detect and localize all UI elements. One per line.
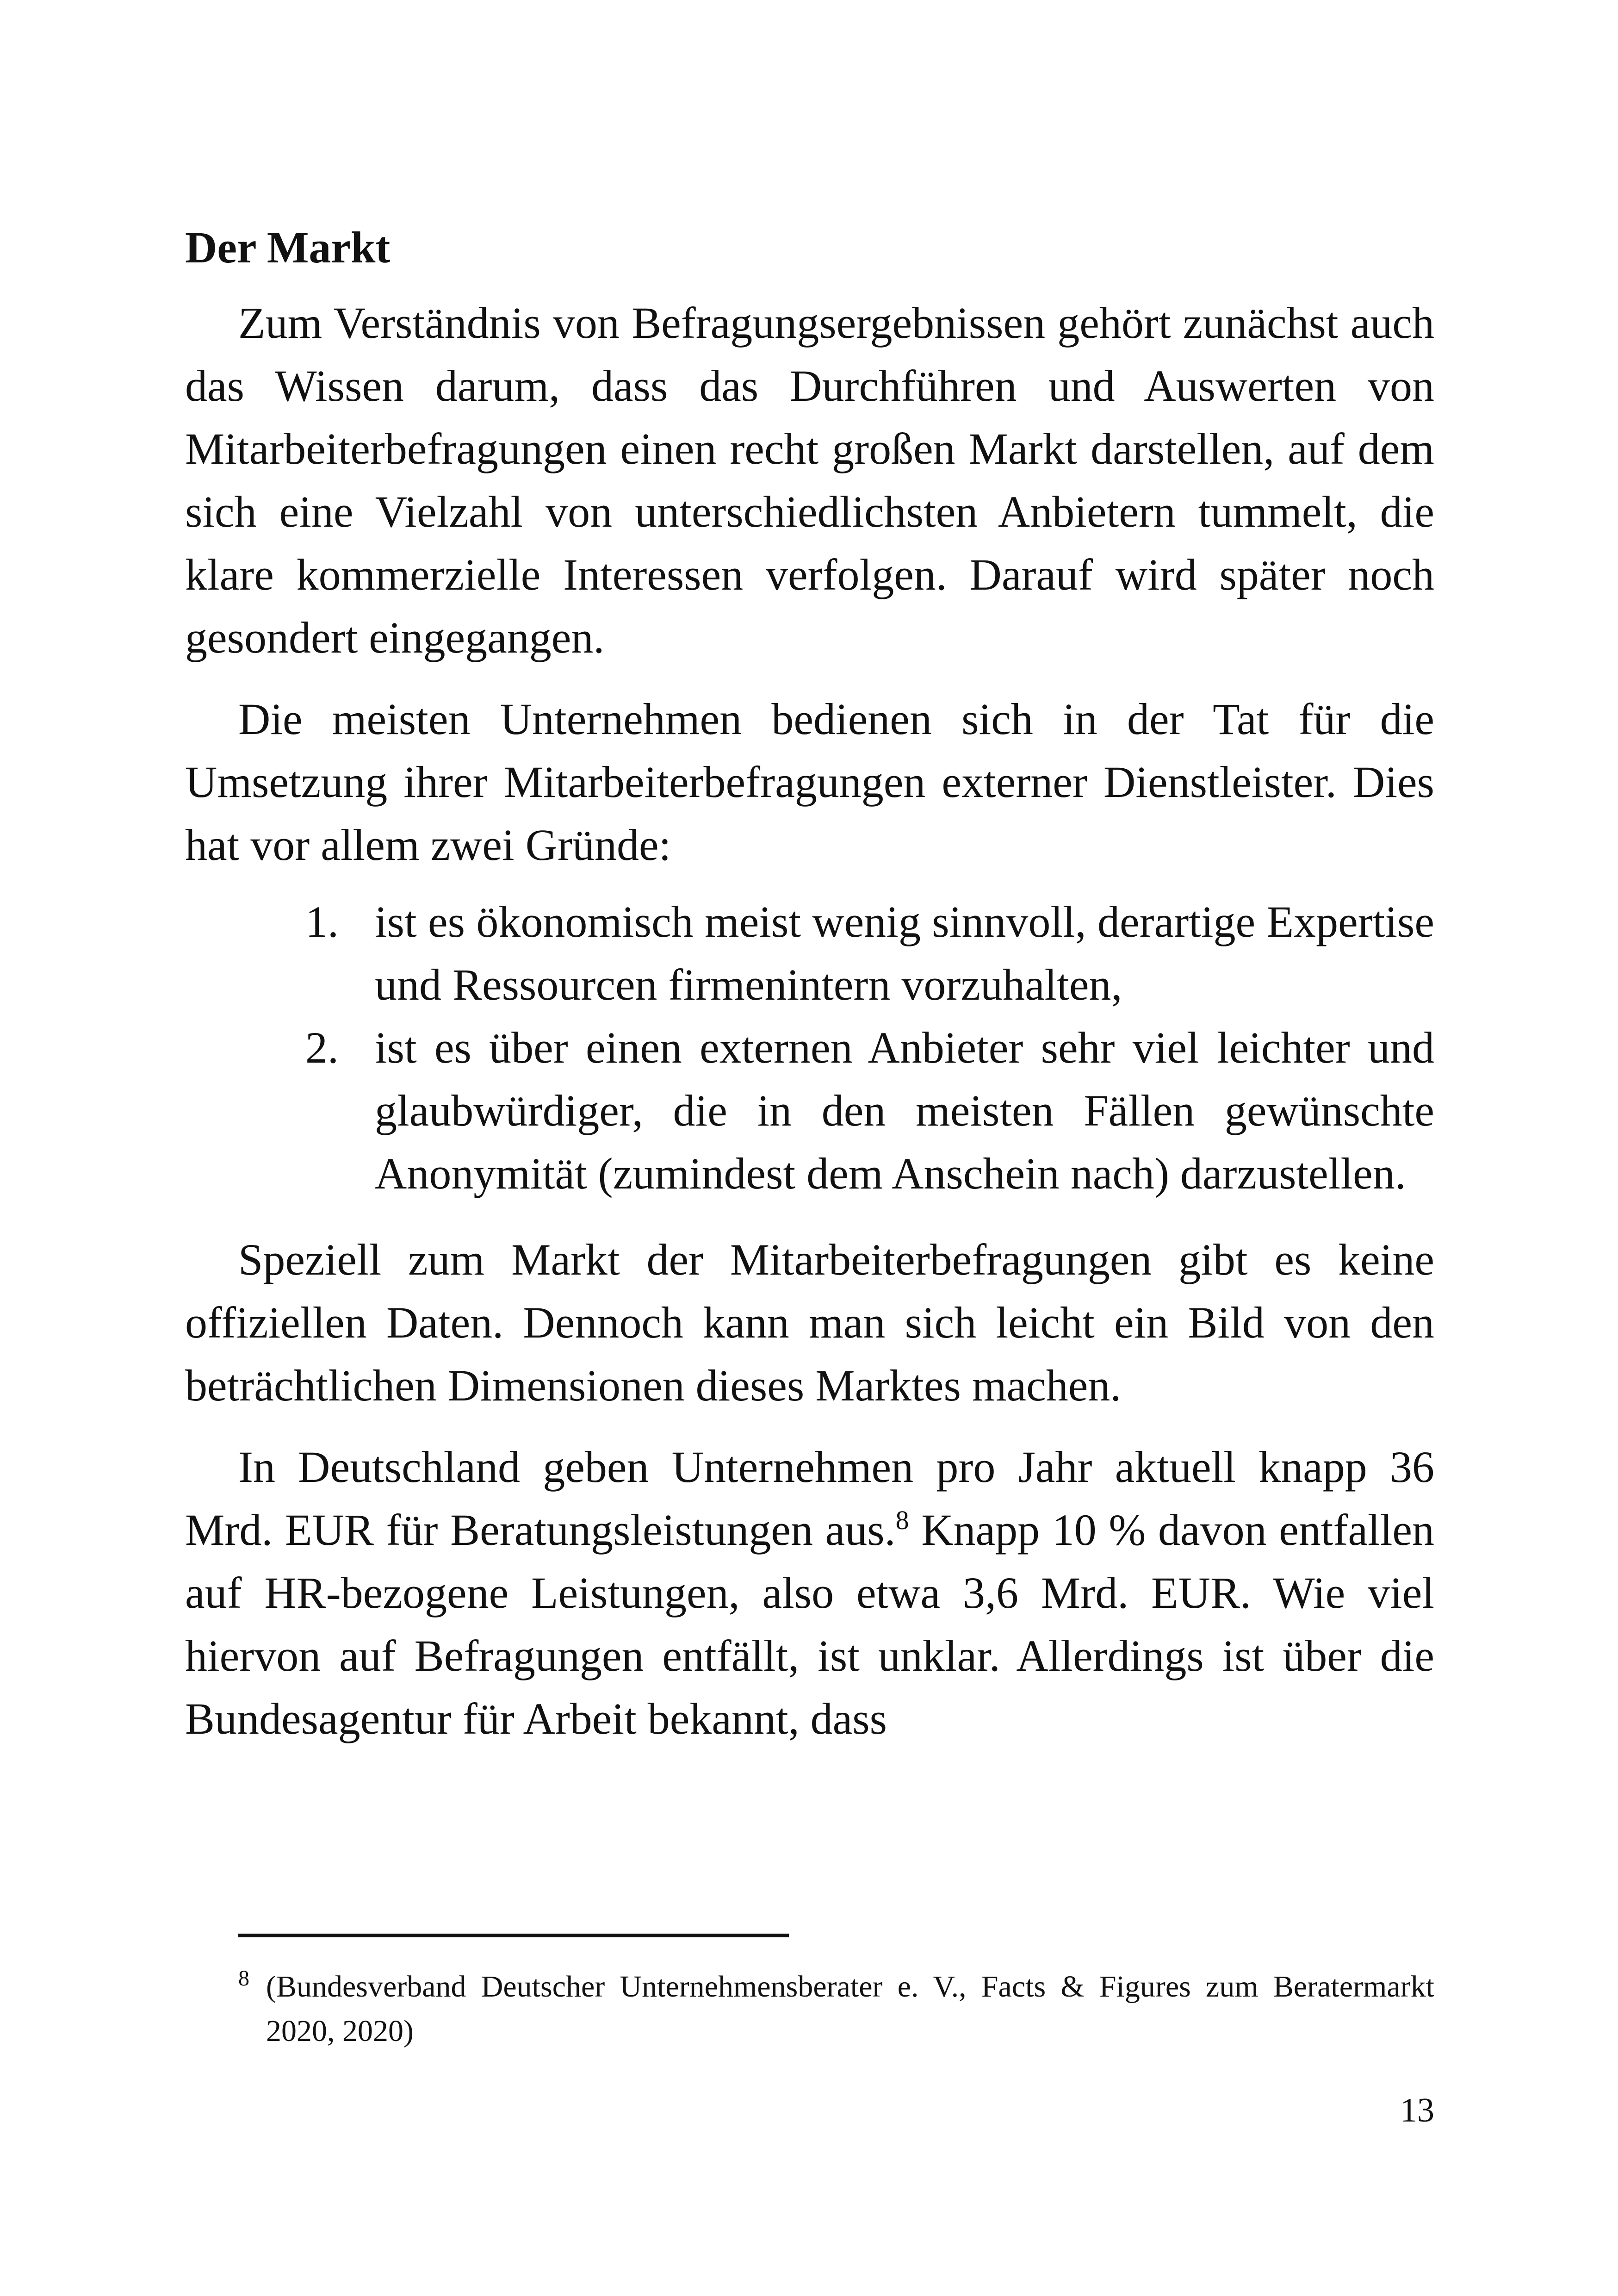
list-item-number: 2.: [305, 1023, 339, 1072]
list-item-text: ist es über einen externen Anbieter sehr viel leichter und glaubwürdiger, die in den meisten Fällen gewünschte Anonymität (zumindest dem Anschein nach) darzustellen.: [375, 1023, 1434, 1198]
list-item: [305, 890, 1434, 1016]
reasons-list: [185, 890, 1434, 1205]
paragraph-1: Zum Verständnis von Befragungsergebnissen gehört zunächst auch das Wissen darum, dass das Durchführen und Auswerten von Mitarbeiterbefragungen einen recht großen Markt darstellen, auf dem sich eine Vielzahl von unterschiedlichsten Anbietern tummelt, die klare kommerzielle Interessen verfolgen. Darauf wird später noch gesondert eingegangen.: [185, 298, 1434, 662]
paragraph-4: [185, 1436, 1434, 1750]
footnote: [238, 1965, 1434, 2053]
footnote-text: (Bundesverband Deutscher Unternehmensberater e. V., Facts & Figures zum Beratermarkt 2020, 2020): [266, 1970, 1434, 2048]
paragraph-3: Speziell zum Markt der Mitarbeiterbefragungen gibt es keine offiziellen Daten. Dennoch kann man sich leicht ein Bild von den beträchtlichen Dimensionen dieses Marktes machen.: [185, 1235, 1434, 1410]
paragraph-4-end: Knapp 10 % davon entfallen auf HR-bezogene Leistungen, also etwa 3,6 Mrd. EUR. Wie viel hiervon auf Befragungen entfällt, ist unklar. Allerdings ist über die Bundesagentur für Arbeit bekannt, dass: [185, 1505, 1435, 1743]
list-item-text: ist es ökonomisch meist wenig sinnvoll, derartige Expertise und Ressourcen firmenintern vorzuhalten,: [375, 897, 1434, 1009]
page-number: 13: [1400, 2091, 1434, 2129]
paragraph-2: Die meisten Unternehmen bedienen sich in der Tat für die Umsetzung ihrer Mitarbeiterbefragungen externer Dienstleister. Dies hat vor allem zwei Gründe:: [185, 694, 1434, 870]
footnote-mark: 8: [238, 1966, 249, 1991]
section-heading: Der Markt: [185, 223, 391, 272]
footnote-reference[interactable]: 8: [895, 1505, 909, 1535]
list-item: [305, 1016, 1434, 1205]
footnote-divider: [238, 1934, 789, 1937]
list-item-number: 1.: [305, 897, 339, 946]
paragraph-4-start: In Deutschland geben Unternehmen pro Jahr aktuell knapp 36 Mrd. EUR für Beratungsleistungen aus.: [185, 1442, 1434, 1555]
page-body: [185, 218, 1434, 1769]
